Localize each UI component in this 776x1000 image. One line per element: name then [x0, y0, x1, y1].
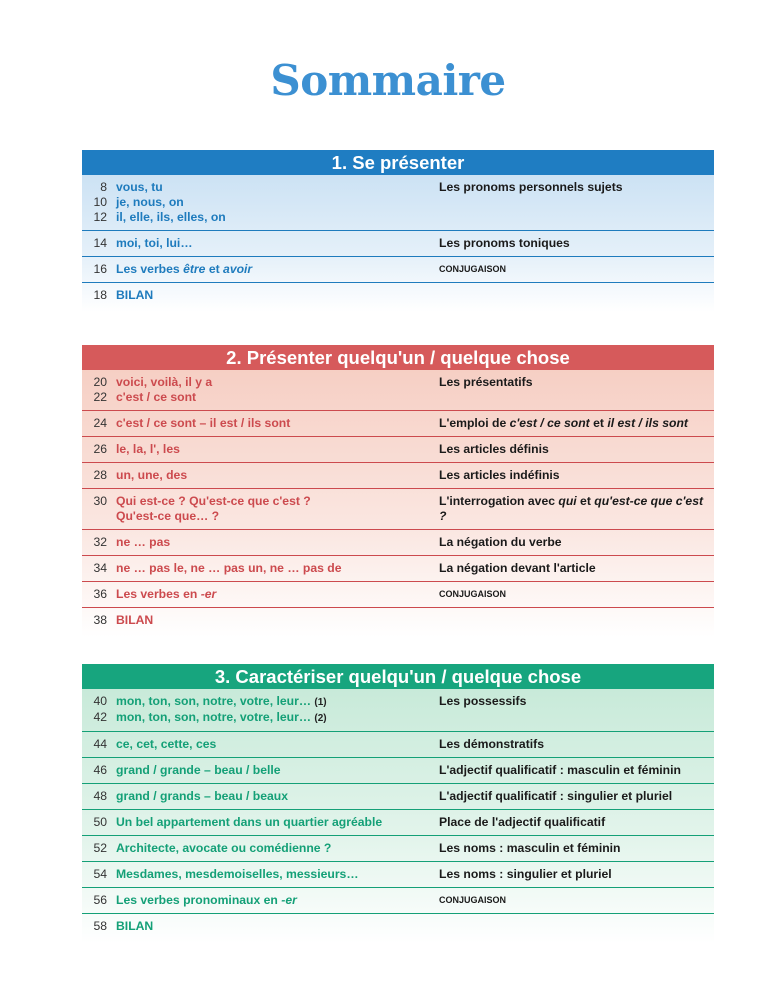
lesson-title — [116, 390, 196, 405]
text-segment: CONJUGAISON — [439, 895, 507, 905]
section-caracteriser-quelquun — [82, 664, 714, 943]
lesson-title — [116, 494, 311, 509]
toc-row[interactable] — [82, 758, 714, 784]
toc-row[interactable] — [82, 257, 714, 283]
section-presenter-quelquun — [82, 345, 714, 637]
lesson-line — [82, 375, 439, 390]
grammar-topic — [439, 737, 714, 752]
lesson-title — [116, 789, 288, 804]
grammar-topic — [439, 613, 714, 628]
text-segment: La négation devant l'article — [439, 561, 596, 575]
chapter-lessons — [82, 288, 439, 303]
toc-row[interactable] — [82, 437, 714, 463]
lesson-title — [116, 710, 327, 726]
lesson-title — [116, 815, 382, 830]
grammar-topic — [439, 694, 714, 726]
text-segment: vous, tu — [116, 180, 163, 194]
text-segment: Les pronoms toniques — [439, 236, 570, 250]
lesson-line — [82, 737, 439, 752]
grammar-topic — [439, 442, 714, 457]
text-segment: L'adjectif qualificatif : singulier et pluriel — [439, 789, 673, 803]
chapter-lessons — [82, 587, 439, 602]
lesson-line — [82, 841, 439, 856]
lesson-line — [82, 561, 439, 576]
text-segment: Les pronoms personnels sujets — [439, 180, 623, 194]
lesson-line — [82, 613, 439, 628]
text-segment: et — [589, 416, 608, 430]
text-segment: mon, ton, son, notre, votre, leur… — [116, 694, 315, 708]
lesson-line — [82, 442, 439, 457]
chapter-lessons — [82, 416, 439, 431]
lesson-line — [82, 262, 439, 277]
page-number: 36 — [93, 587, 107, 601]
page-number: 32 — [93, 535, 107, 549]
page-number: 16 — [93, 262, 107, 276]
page-number: 10 — [93, 195, 107, 209]
text-segment: BILAN — [116, 919, 154, 933]
section-heading: 3. Caractériser quelqu'un / quelque chose — [82, 664, 714, 689]
lesson-line — [82, 236, 439, 251]
text-segment: qui — [558, 494, 577, 508]
lesson-title — [116, 468, 187, 483]
toc-row[interactable] — [82, 689, 714, 732]
page-number: 30 — [93, 494, 107, 508]
toc-row[interactable] — [82, 556, 714, 582]
page-number: 22 — [93, 390, 107, 404]
page-number: 52 — [93, 841, 107, 855]
text-segment: (2) — [314, 713, 327, 724]
page-number: 28 — [93, 468, 107, 482]
grammar-topic — [439, 180, 714, 225]
lesson-line — [82, 535, 439, 550]
chapter-lessons — [82, 815, 439, 830]
page-number: 40 — [93, 694, 107, 708]
chapter-lessons — [82, 468, 439, 483]
toc-row[interactable] — [82, 914, 714, 939]
page-number: 26 — [93, 442, 107, 456]
lesson-title — [116, 893, 297, 908]
toc-rows — [82, 370, 714, 637]
grammar-topic — [439, 375, 714, 405]
text-segment: Les articles indéfinis — [439, 468, 560, 482]
lesson-title — [116, 262, 252, 277]
text-segment: moi, toi, lui… — [116, 236, 193, 250]
text-segment: Architecte, avocate ou comédienne ? — [116, 841, 332, 855]
text-segment: Les noms : singulier et pluriel — [439, 867, 612, 881]
lesson-title — [116, 288, 153, 303]
lesson-line — [82, 288, 439, 303]
text-segment: ne … pas — [116, 535, 171, 549]
grammar-topic — [439, 494, 714, 524]
page-number: 50 — [93, 815, 107, 829]
toc-row[interactable] — [82, 530, 714, 556]
chapter-lessons — [82, 236, 439, 251]
lesson-line — [82, 867, 439, 882]
section-se-presenter — [82, 150, 714, 312]
text-segment: et — [576, 494, 595, 508]
grammar-topic — [439, 561, 714, 576]
lesson-title — [116, 416, 290, 431]
chapter-lessons — [82, 893, 439, 908]
text-segment: (1) — [314, 697, 327, 708]
chapter-lessons — [82, 561, 439, 576]
text-segment: BILAN — [116, 288, 154, 302]
text-segment: CONJUGAISON — [439, 589, 507, 599]
toc-rows — [82, 175, 714, 312]
text-segment: c'est / ce sont — [116, 390, 197, 404]
text-segment: Qu'est-ce que… ? — [116, 509, 220, 523]
text-segment: il, elle, ils, elles, on — [116, 210, 226, 224]
lesson-line — [82, 789, 439, 804]
chapter-lessons — [82, 535, 439, 550]
lesson-title — [116, 841, 331, 856]
chapter-lessons — [82, 613, 439, 628]
lesson-title — [116, 180, 163, 195]
section-heading: 1. Se présenter — [82, 150, 714, 175]
chapter-lessons — [82, 262, 439, 277]
lesson-line — [82, 390, 439, 405]
lesson-line — [82, 494, 439, 509]
lesson-title — [116, 210, 226, 225]
text-segment: Qui est-ce ? Qu'est-ce que c'est ? — [116, 494, 311, 508]
chapter-lessons — [82, 180, 439, 225]
grammar-topic — [439, 763, 714, 778]
text-segment: ce, cet, cette, ces — [116, 737, 217, 751]
toc-rows — [82, 689, 714, 943]
lesson-title — [116, 867, 359, 882]
grammar-topic — [439, 815, 714, 830]
grammar-topic — [439, 236, 714, 251]
lesson-title — [116, 763, 281, 778]
text-segment: Les présentatifs — [439, 375, 533, 389]
lesson-title — [116, 919, 153, 934]
lesson-line — [82, 694, 439, 710]
lesson-title — [116, 613, 153, 628]
lesson-line — [82, 763, 439, 778]
lesson-line — [82, 468, 439, 483]
text-segment: Mesdames, mesdemoiselles, messieurs… — [116, 867, 359, 881]
text-segment: avoir — [223, 262, 253, 276]
toc-row[interactable] — [82, 411, 714, 437]
lesson-line — [82, 919, 439, 934]
page-number: 24 — [93, 416, 107, 430]
text-segment: L'adjectif qualificatif : masculin et féminin — [439, 763, 681, 777]
chapter-lessons — [82, 919, 439, 934]
chapter-lessons — [82, 694, 439, 726]
text-segment: Les verbes pronominaux en — [116, 893, 282, 907]
lesson-line — [82, 509, 439, 524]
grammar-topic — [439, 587, 714, 602]
lesson-title — [116, 694, 327, 710]
grammar-topic — [439, 867, 714, 882]
lesson-title — [116, 509, 219, 524]
toc-row[interactable] — [82, 231, 714, 257]
text-segment: -er — [200, 587, 217, 601]
text-segment: Place de l'adjectif qualificatif — [439, 815, 606, 829]
text-segment: La négation du verbe — [439, 535, 562, 549]
text-segment: il est / ils sont — [607, 416, 688, 430]
lesson-title — [116, 561, 342, 576]
toc-row[interactable] — [82, 582, 714, 608]
grammar-topic — [439, 535, 714, 550]
text-segment: je, nous, on — [116, 195, 184, 209]
page-number: 8 — [100, 180, 107, 194]
text-segment: -er — [281, 893, 297, 907]
page-number: 46 — [93, 763, 107, 777]
text-segment: qu'est-ce que c'est ? — [439, 494, 704, 523]
text-segment: Les possessifs — [439, 694, 527, 708]
page-number: 58 — [93, 919, 107, 933]
page-number: 34 — [93, 561, 107, 575]
lesson-title — [116, 737, 216, 752]
text-segment: Les démonstratifs — [439, 737, 544, 751]
page-number: 54 — [93, 867, 107, 881]
text-segment: Les articles définis — [439, 442, 549, 456]
text-segment: le, la, l', les — [116, 442, 180, 456]
section-heading: 2. Présenter quelqu'un / quelque chose — [82, 345, 714, 370]
text-segment: grand / grande – beau / belle — [116, 763, 281, 777]
page-number: 44 — [93, 737, 107, 751]
text-segment: être — [183, 262, 206, 276]
lesson-line — [82, 587, 439, 602]
page-number: 18 — [93, 288, 107, 302]
chapter-lessons — [82, 841, 439, 856]
grammar-topic — [439, 893, 714, 908]
text-segment: Les verbes en — [116, 587, 201, 601]
toc-row[interactable] — [82, 608, 714, 633]
text-segment: Les noms : masculin et féminin — [439, 841, 621, 855]
toc-row[interactable] — [82, 862, 714, 888]
text-segment: c'est / ce sont — [509, 416, 590, 430]
text-segment: CONJUGAISON — [439, 264, 507, 274]
grammar-topic — [439, 262, 714, 277]
lesson-title — [116, 195, 184, 210]
text-segment: L'emploi de — [439, 416, 510, 430]
text-segment: BILAN — [116, 613, 154, 627]
lesson-title — [116, 442, 180, 457]
text-segment: grand / grands – beau / beaux — [116, 789, 289, 803]
page-number: 56 — [93, 893, 107, 907]
grammar-topic — [439, 841, 714, 856]
page-number: 12 — [93, 210, 107, 224]
toc-row[interactable] — [82, 810, 714, 836]
chapter-lessons — [82, 763, 439, 778]
toc-row[interactable] — [82, 489, 714, 530]
text-segment: voici, voilà, il y a — [116, 375, 213, 389]
toc-row[interactable] — [82, 784, 714, 810]
text-segment: un, une, des — [116, 468, 188, 482]
page-number: 14 — [93, 236, 107, 250]
grammar-topic — [439, 468, 714, 483]
lesson-line — [82, 195, 439, 210]
page-title: Sommaire — [270, 56, 506, 105]
lesson-line — [82, 180, 439, 195]
grammar-topic — [439, 288, 714, 303]
chapter-lessons — [82, 442, 439, 457]
lesson-line — [82, 210, 439, 225]
text-segment: et — [205, 262, 224, 276]
lesson-line — [82, 416, 439, 431]
grammar-topic — [439, 919, 714, 934]
page-number: 38 — [93, 613, 107, 627]
lesson-title — [116, 587, 216, 602]
chapter-lessons — [82, 737, 439, 752]
chapter-lessons — [82, 867, 439, 882]
text-segment: ne … pas le, ne … pas un, ne … pas de — [116, 561, 342, 575]
toc-row[interactable] — [82, 888, 714, 914]
text-segment: c'est / ce sont – il est / ils sont — [116, 416, 291, 430]
lesson-line — [82, 710, 439, 726]
toc-row[interactable] — [82, 370, 714, 411]
toc-row[interactable] — [82, 836, 714, 862]
toc-row[interactable] — [82, 732, 714, 758]
page-number: 48 — [93, 789, 107, 803]
chapter-lessons — [82, 789, 439, 804]
lesson-line — [82, 893, 439, 908]
lesson-line — [82, 815, 439, 830]
text-segment: mon, ton, son, notre, votre, leur… — [116, 710, 315, 724]
grammar-topic — [439, 416, 714, 431]
toc-row[interactable] — [82, 175, 714, 231]
lesson-title — [116, 236, 193, 251]
lesson-title — [116, 375, 212, 390]
text-segment: Les verbes — [116, 262, 184, 276]
text-segment: Un bel appartement dans un quartier agréable — [116, 815, 383, 829]
text-segment: L'interrogation avec — [439, 494, 559, 508]
page-number: 20 — [93, 375, 107, 389]
grammar-topic — [439, 789, 714, 804]
toc-row[interactable] — [82, 283, 714, 308]
toc-row[interactable] — [82, 463, 714, 489]
chapter-lessons — [82, 494, 439, 524]
page-number: 42 — [93, 710, 107, 724]
chapter-lessons — [82, 375, 439, 405]
lesson-title — [116, 535, 170, 550]
page-number — [82, 509, 107, 524]
